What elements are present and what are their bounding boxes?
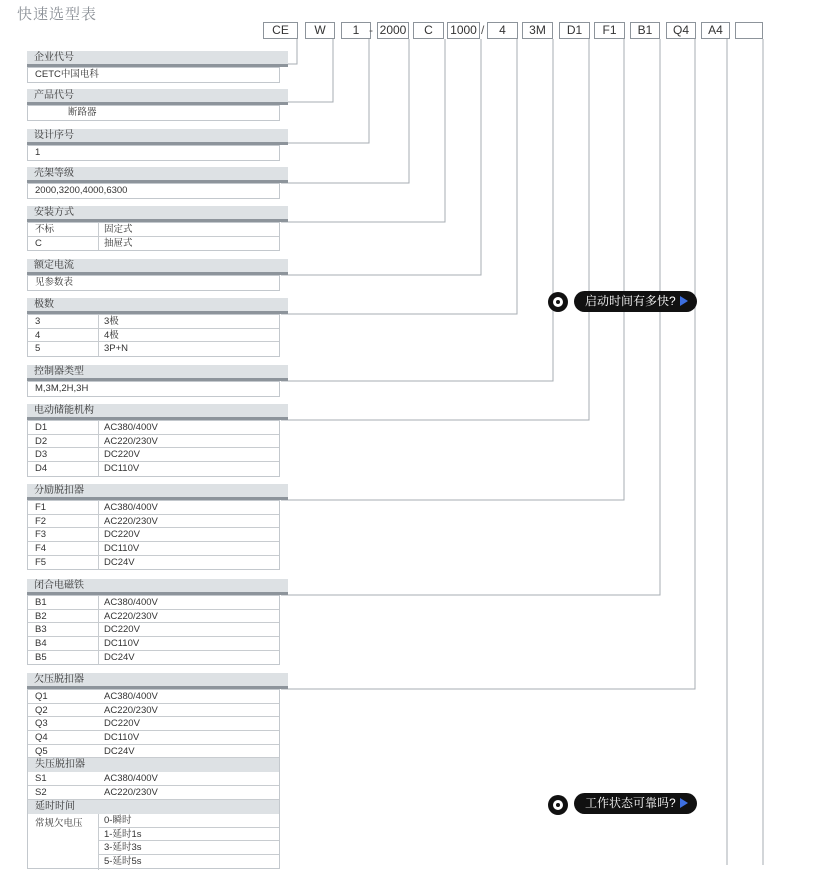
section-current-body — [27, 275, 280, 291]
code-separator: - — [369, 23, 373, 37]
table-row: C 抽屉式 — [35, 237, 133, 249]
table-row: D3 DC220V — [28, 448, 279, 462]
code-segment: F1 — [594, 22, 625, 39]
table-row: F2 AC220/230V — [28, 515, 279, 529]
section-shunt-body — [27, 500, 280, 570]
connector-design — [281, 39, 369, 143]
section-design-header: 设计序号 — [27, 129, 288, 145]
connector-motor — [281, 39, 589, 420]
table-row: D1 AC380/400V — [28, 421, 279, 435]
section-controller-body — [27, 381, 280, 397]
section-product-header: 产品代号 — [27, 89, 288, 105]
page-title: 快速选型表 — [17, 6, 98, 23]
code-segment: W — [305, 22, 335, 39]
code-segment: 3M — [522, 22, 553, 39]
play-arrow-icon — [680, 296, 688, 306]
table-row: 1-延时1s — [99, 828, 279, 842]
delay-label: 常规欠电压 — [35, 817, 83, 829]
record-icon — [548, 795, 568, 815]
section-closing-body — [27, 595, 280, 665]
code-segment: A4 — [701, 22, 730, 39]
table-row: 0-瞬时 — [99, 814, 279, 828]
table-row: D4 DC110V — [35, 463, 140, 475]
section-delay-header: 延时时间 — [28, 800, 279, 814]
table-row: S1 AC380/400V — [28, 772, 279, 786]
table-row: 见参数表 — [35, 277, 74, 288]
table-row: Q4 DC110V — [28, 731, 279, 745]
table-row: B2 AC220/230V — [28, 610, 279, 624]
connector-closing — [281, 39, 660, 595]
section-install-body — [27, 222, 280, 251]
table-row: Q3 DC220V — [28, 717, 279, 731]
section-current-header: 额定电流 — [27, 259, 288, 275]
section-closing-header: 闭合电磁铁 — [27, 579, 288, 595]
table-row: 断路器 — [68, 107, 97, 118]
code-segment: 2000 — [377, 22, 409, 39]
reliability-button[interactable]: 工作状态可靠吗? — [574, 793, 697, 814]
section-motor-header: 电动储能机构 — [27, 404, 288, 420]
code-segment: C — [413, 22, 444, 39]
connector-controller — [281, 39, 553, 381]
section-product-body — [27, 105, 280, 121]
connector-poles — [281, 39, 517, 314]
section-design-body — [27, 145, 280, 161]
table-row: 3-延时3s — [99, 841, 279, 855]
connector-install — [281, 39, 445, 222]
section-install-header: 安装方式 — [27, 206, 288, 222]
code-segment: B1 — [630, 22, 660, 39]
code-separator: / — [481, 23, 485, 37]
table-row: B4 DC110V — [28, 637, 279, 651]
table-row: 2000,3200,4000,6300 — [35, 185, 128, 196]
section-poles-header: 极数 — [27, 298, 288, 314]
startup-time-button[interactable]: 启动时间有多快? — [574, 291, 697, 312]
code-segment: 4 — [487, 22, 518, 39]
record-icon — [548, 292, 568, 312]
table-row: D2 AC220/230V — [28, 435, 279, 449]
code-segment: D1 — [559, 22, 590, 39]
section-poles-body — [27, 314, 280, 357]
connector-current — [281, 39, 481, 275]
table-row: F3 DC220V — [28, 528, 279, 542]
section-company-header: 企业代号 — [27, 51, 288, 67]
table-row: F4 DC110V — [28, 542, 279, 556]
code-segment: Q4 — [666, 22, 696, 39]
table-row: F1 AC380/400V — [28, 501, 279, 515]
table-row: B3 DC220V — [28, 623, 279, 637]
connector-shunt — [281, 39, 624, 500]
section-controller-header: 控制器类型 — [27, 365, 288, 381]
delay-table — [28, 814, 279, 870]
connector-undervoltage — [281, 39, 695, 689]
table-row: 3 3极 — [28, 315, 279, 329]
section-frame-body — [27, 183, 280, 199]
table-row: B1 AC380/400V — [28, 596, 279, 610]
play-arrow-icon — [680, 798, 688, 808]
section-loss-header: 失压脱扣器 — [28, 758, 279, 772]
table-row: M,3M,2H,3H — [35, 383, 89, 394]
table-row: 5-延时5s — [104, 855, 142, 867]
table-row: Q2 AC220/230V — [28, 704, 279, 718]
section-company-body — [27, 67, 280, 83]
code-segment: CE — [263, 22, 298, 39]
section-frame-header: 壳架等级 — [27, 167, 288, 183]
table-row: 1 — [35, 147, 41, 158]
table-row: 不标 固定式 — [28, 223, 279, 237]
code-segment: 1 — [341, 22, 371, 39]
table-row: 4 4极 — [28, 329, 279, 343]
table-row: S2 AC220/230V — [28, 786, 279, 800]
section-undervoltage-body — [27, 689, 280, 869]
section-undervoltage-header: 欠压脱扣器 — [27, 673, 288, 689]
section-shunt-header: 分励脱扣器 — [27, 484, 288, 500]
connector-frame — [281, 39, 409, 183]
table-row: 5 3P+N — [35, 343, 129, 355]
section-motor-body — [27, 420, 280, 477]
connector-w — [281, 39, 333, 102]
table-row: Q5 DC24V — [28, 745, 279, 759]
table-row: CETC中国电科 — [35, 69, 99, 80]
table-row: F5 DC24V — [35, 556, 135, 568]
table-row: B5 DC24V — [35, 651, 135, 663]
code-segment: 1000 — [447, 22, 480, 39]
table-row: Q1 AC380/400V — [28, 690, 279, 704]
